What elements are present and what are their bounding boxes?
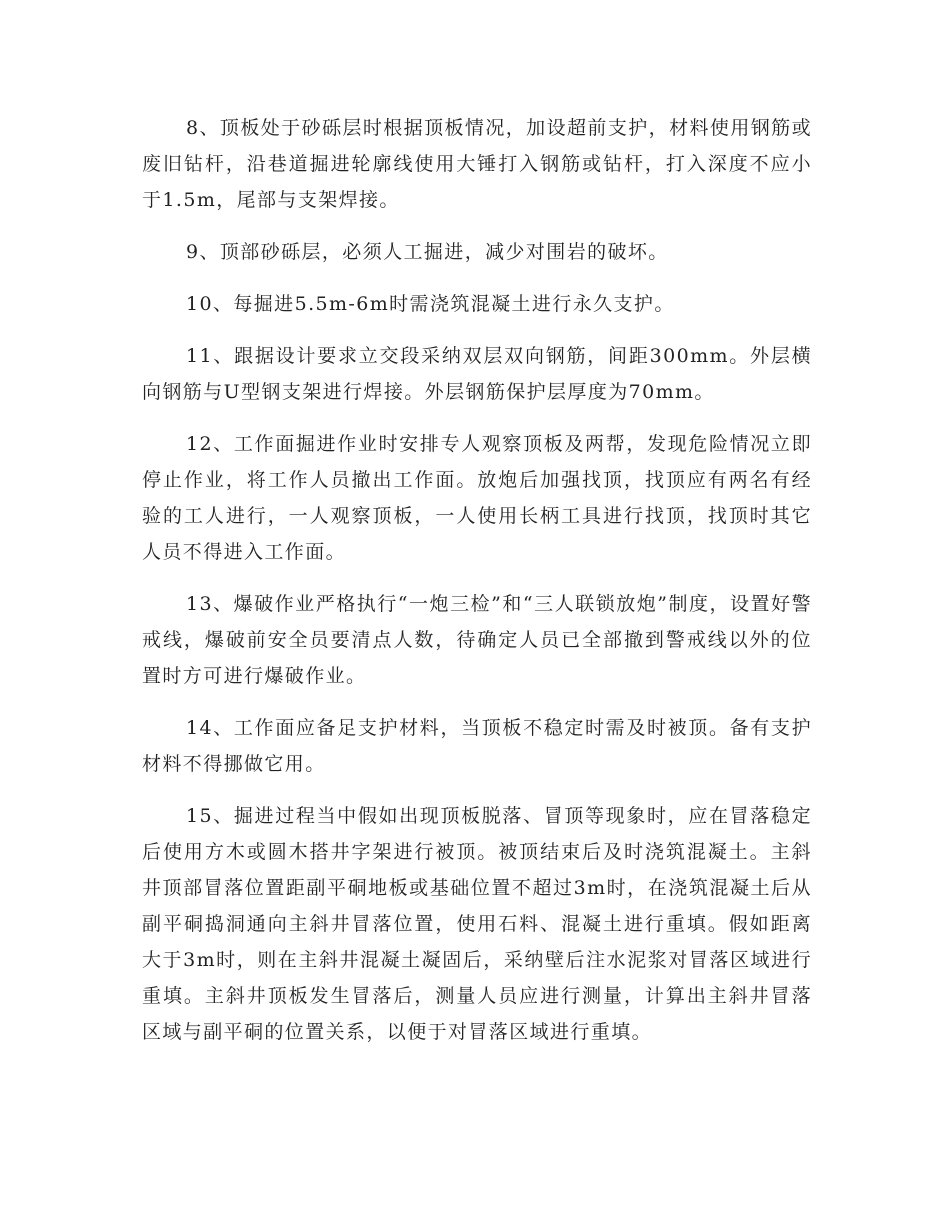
paragraph-item-10: 10、每掘进5.5m-6m时需浇筑混凝土进行永久支护。	[186, 293, 675, 315]
paragraph-item-9: 9、顶部砂砾层，必须人工掘进，减少对围岩的破坏。	[186, 241, 669, 263]
paragraph-item-11: 11、跟据设计要求立交段采纳双层双向钢筋，间距300mm。外层横向钢筋与U型钢支架进行焊接。外层钢筋保护层厚度为70mm。	[142, 345, 812, 403]
paragraph-item-8: 8、顶板处于砂砾层时根据顶板情况，加设超前支护，材料使用钢筋或废旧钻杆，沿巷道掘进轮廓线使用大锤打入钢筋或钻杆，打入深度不应小于1.5m，尾部与支架焊接。	[142, 117, 812, 211]
paragraph-item-14: 14、工作面应备足支护材料，当顶板不稳定时需及时被顶。备有支护材料不得挪做它用。	[142, 717, 812, 775]
paragraph-item-15: 15、掘进过程当中假如出现顶板脱落、冒顶等现象时，应在冒落稳定后使用方木或圆木搭井字架进行被顶。被顶结束后及时浇筑混凝土。主斜井顶部冒落位置距副平硐地板或基础位置不超过3m时，在浇筑混凝土后从副平硐捣洞通向主斜井冒落位置，使用石料、混凝土进行重填。假如距离大于3m时，则在主斜井混凝土凝固后，采纳壁后注水泥浆对冒落区域进行重填。主斜井顶板发生冒落后，测量人员应进行测量，计算出主斜井冒落区域与副平硐的位置关系，以便于对冒落区域进行重填。	[142, 805, 812, 1043]
paragraph-item-13: 13、爆破作业严格执行“一炮三检”和“三人联锁放炮”制度，设置好警戒线，爆破前安全员要清点人数，待确定人员已全部撤到警戒线以外的位置时方可进行爆破作业。	[142, 593, 812, 687]
paragraph-item-12: 12、工作面掘进作业时安排专人观察顶板及两帮，发现危险情况立即停止作业，将工作人员撤出工作面。放炮后加强找顶，找顶应有两名有经验的工人进行，一人观察顶板，一人使用长柄工具进行找顶，找顶时其它人员不得进入工作面。	[142, 433, 812, 563]
document-page	[142, 110, 812, 1066]
